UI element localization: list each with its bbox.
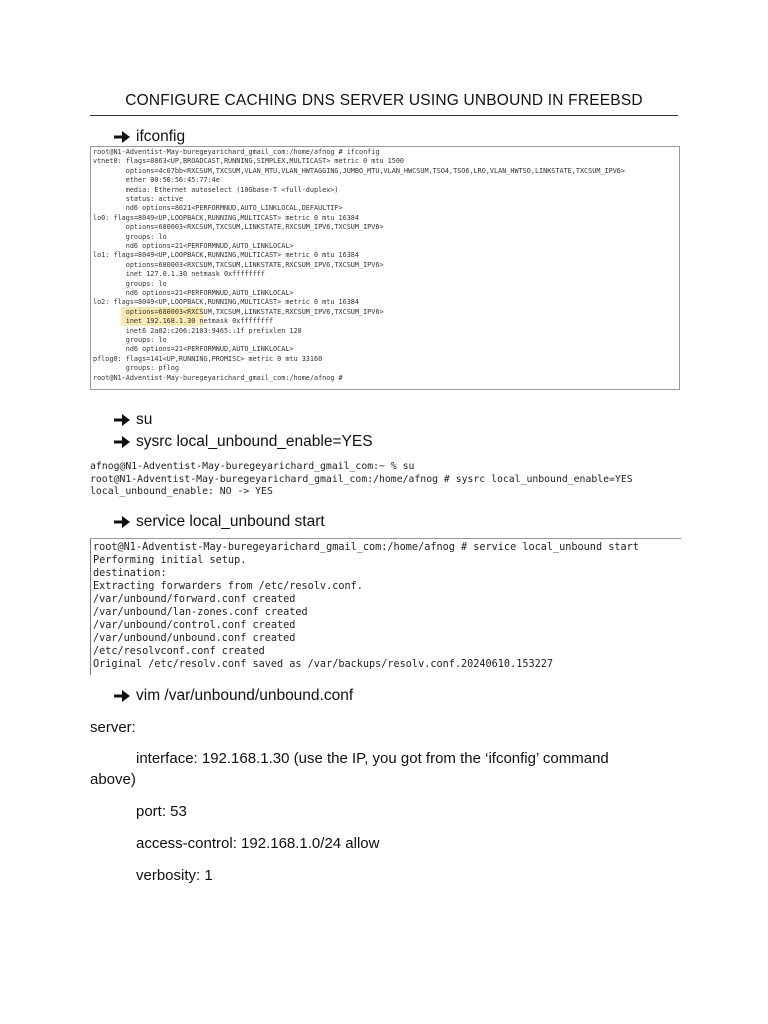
terminal-line: nd6 options=21<PERFORMNUD,AUTO_LINKLOCAL> <box>93 242 294 250</box>
terminal-line: Performing initial setup. <box>93 555 247 566</box>
terminal-line: /var/unbound/forward.conf created <box>93 594 296 605</box>
terminal-line: local_unbound_enable: NO -> YES <box>90 486 273 498</box>
config-port: port: 53 <box>136 803 187 820</box>
terminal-line: /var/unbound/unbound.conf created <box>93 633 296 644</box>
terminal-line: Extracting forwarders from /etc/resolv.conf. <box>93 581 363 592</box>
config-interface: interface: 192.168.1.30 (use the IP, you got from the ‘ifconfig’ command <box>136 750 609 767</box>
terminal-line: ether 00:50:56:45:77:4e <box>93 176 220 185</box>
terminal-line: root@N1-Adventist-May-buregeyarichard_gmail_com:/home/afnog # ifconfig <box>93 148 380 156</box>
config-access-control: access-control: 192.168.1.0/24 allow <box>136 835 380 852</box>
title-rule <box>90 115 678 116</box>
terminal-line: status: active <box>93 195 184 203</box>
terminal-line: inet 127.0.1.30 netmask 0xffffffff <box>93 270 265 279</box>
terminal-line: lo1: flags=8049<UP,LOOPBACK,RUNNING,MULTICAST> metric 0 mtu 16384 <box>93 251 359 260</box>
right-arrow-icon <box>113 434 131 450</box>
step-service-label: service local_unbound start <box>136 513 325 530</box>
terminal-line: media: Ethernet autoselect (10Gbase-T <full-duplex>) <box>93 185 339 194</box>
terminal-line: groups: lo <box>93 336 167 344</box>
terminal-line: Original /etc/resolv.conf saved as /var/backups/resolv.conf.20240610.153227 <box>93 659 554 670</box>
step-ifconfig <box>113 128 185 146</box>
config-interface-cont: above) <box>90 771 136 788</box>
terminal-line: root@N1-Adventist-May-buregeyarichard_gmail_com:/home/afnog # service local_unbound start <box>93 542 639 553</box>
terminal-line: options=680003<RXCSUM,TXCSUM,LINKSTATE,RXCSUM_IPV6,TXCSUM_IPV6> <box>93 307 384 316</box>
terminal-line: lo2: flags=8049<UP,LOOPBACK,RUNNING,MULTICAST> metric 0 mtu 16384 <box>93 298 359 307</box>
step-sysrc-label: sysrc local_unbound_enable=YES <box>136 433 373 450</box>
terminal-line: root@N1-Adventist-May-buregeyarichard_gmail_com:/home/afnog # <box>93 373 343 382</box>
terminal-line: lo0: flags=8049<UP,LOOPBACK,RUNNING,MULTICAST> metric 0 mtu 16384 <box>93 213 359 222</box>
step-sysrc <box>113 433 373 451</box>
right-arrow-icon <box>113 514 131 530</box>
right-arrow-icon <box>113 688 131 704</box>
terminal-line: pflog0: flags=141<UP,RUNNING,PROMISC> metric 0 mtu 33160 <box>93 354 323 363</box>
terminal-line: groups: lo <box>93 279 167 288</box>
terminal-line: nd6 options=21<PERFORMNUD,AUTO_LINKLOCAL> <box>93 345 294 354</box>
terminal-line: /var/unbound/control.conf created <box>93 620 296 631</box>
terminal-line: destination: <box>93 568 167 579</box>
step-service <box>113 513 325 531</box>
terminal-line: options=680003<RXCSUM,TXCSUM,LINKSTATE,RXCSUM_IPV6,TXCSUM_IPV6> <box>93 260 384 269</box>
right-arrow-icon <box>113 129 131 145</box>
terminal-line: groups: pflog <box>93 364 179 373</box>
terminal-line: vtnet0: flags=8863<UP,BROADCAST,RUNNING,SIMPLEX,MULTICAST> metric 0 mtu 1500 <box>93 157 404 166</box>
step-vim-label: vim /var/unbound/unbound.conf <box>136 687 354 704</box>
right-arrow-icon <box>113 412 131 428</box>
terminal-line: options=4c07bb<RXCSUM,TXCSUM,VLAN_MTU,VLAN_HWTAGGING,JUMBO_MTU,VLAN_HWCSUM,TSO4,TSO6,LRO,VLAN_HWTSO,LINKSTATE,TXCSUM_IPV6> <box>93 166 625 175</box>
terminal-line: root@N1-Adventist-May-buregeyarichard_gmail_com:/home/afnog # sysrc local_unbound_enable=YES <box>90 473 633 485</box>
step-vim <box>113 687 353 705</box>
terminal-line: nd6 options=8021<PERFORMNUD,AUTO_LINKLOCAL,DEFAULTIF> <box>93 204 343 213</box>
terminal-line: /etc/resolvconf.conf created <box>93 646 265 657</box>
terminal-line: inet6 2a02:c206:2103:9465::1f prefixlen 128 <box>93 326 302 335</box>
terminal-line: /var/unbound/lan-zones.conf created <box>93 607 308 618</box>
terminal-line: nd6 options=21<PERFORMNUD,AUTO_LINKLOCAL> <box>93 289 294 297</box>
sysrc-screenshot <box>90 461 690 499</box>
ifconfig-screenshot <box>90 146 680 390</box>
config-verbosity: verbosity: 1 <box>136 867 213 884</box>
step-ifconfig-label: ifconfig <box>136 128 186 145</box>
config-server: server: <box>90 719 136 736</box>
terminal-line: inet 192.168.1.30 netmask 0xffffffff <box>93 317 274 326</box>
terminal-line: afnog@N1-Adventist-May-buregeyarichard_gmail_com:~ % su <box>90 461 415 472</box>
step-su-label: su <box>136 411 153 428</box>
document-title: CONFIGURE CACHING DNS SERVER USING UNBOUND IN FREEBSD <box>125 92 643 109</box>
terminal-line: options=680003<RXCSUM,TXCSUM,LINKSTATE,RXCSUM_IPV6,TXCSUM_IPV6> <box>93 223 384 232</box>
step-su <box>113 411 152 429</box>
terminal-line: groups: lo <box>93 232 167 241</box>
service-screenshot <box>90 538 681 675</box>
